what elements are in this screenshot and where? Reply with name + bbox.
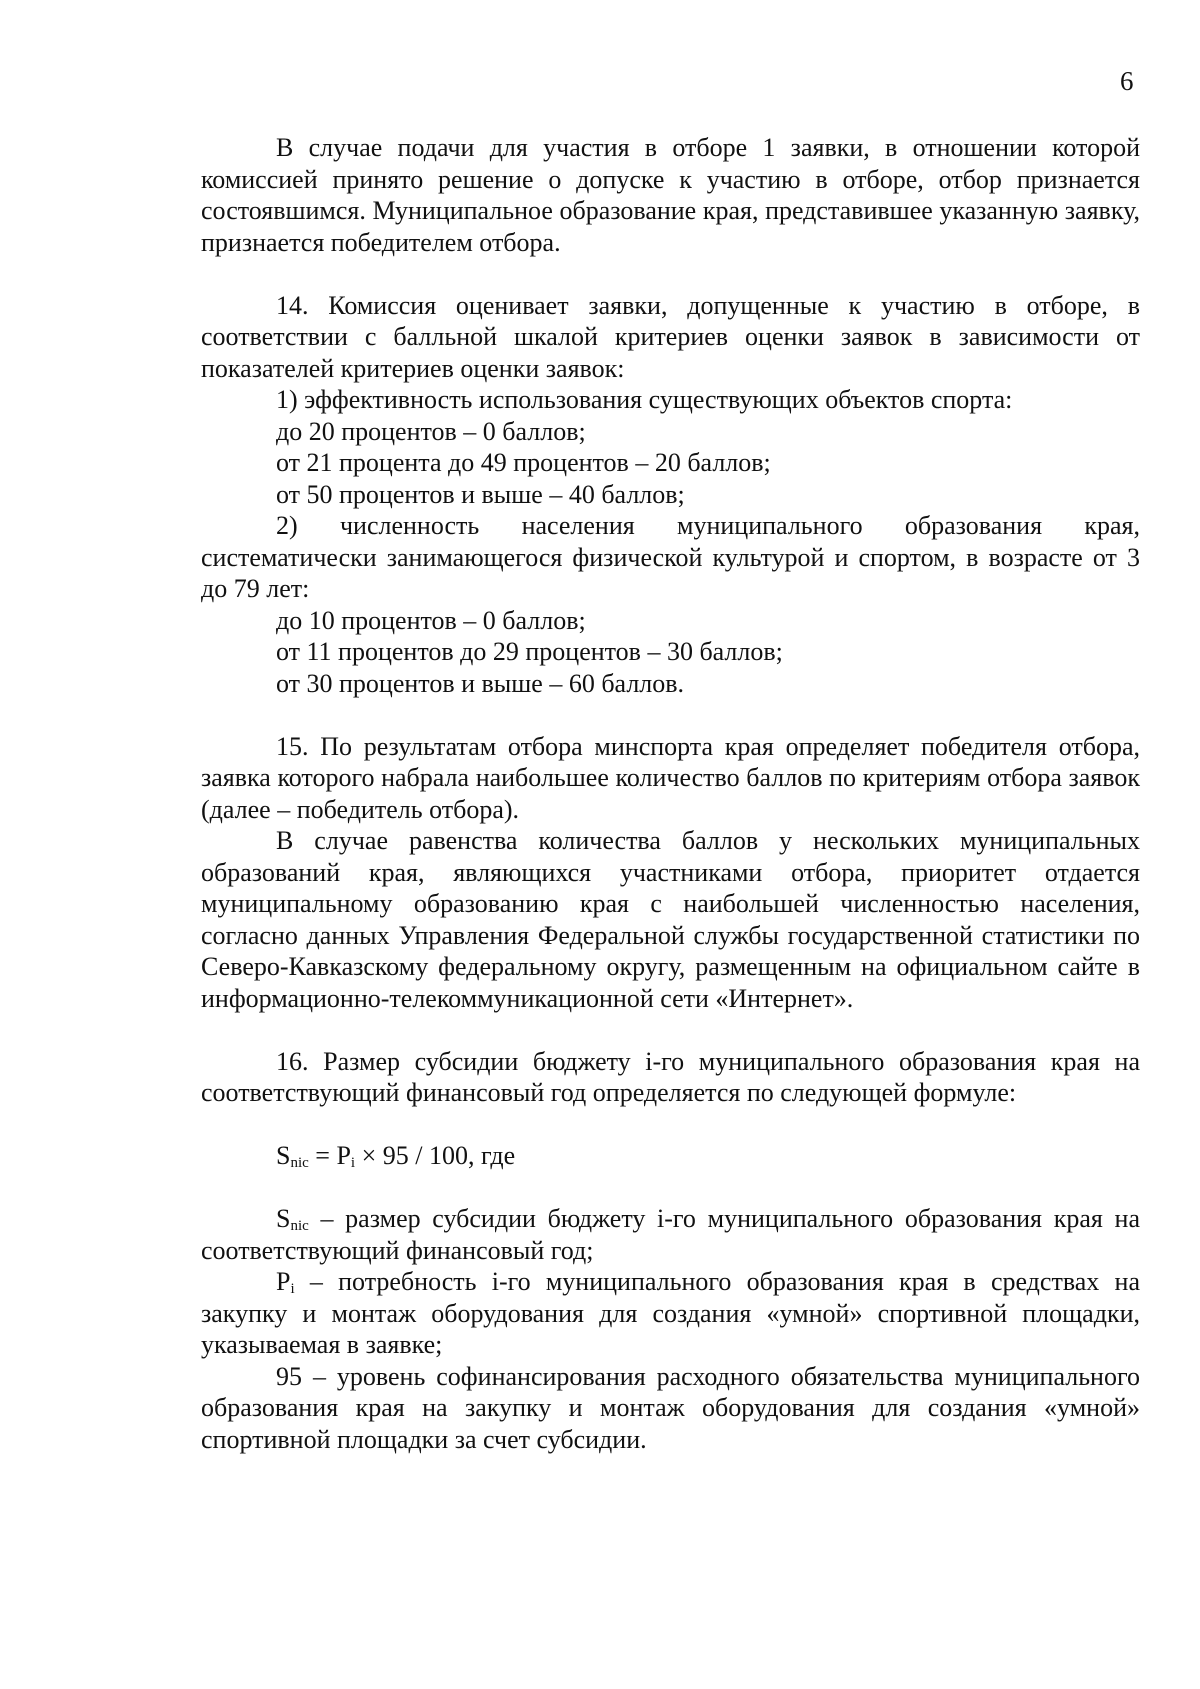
- definition-p-subscript: i: [290, 1281, 295, 1297]
- section-14-intro: 14. Комиссия оценивает заявки, допущенные к участию в отборе, в соответствии с балльной шкалой критериев оценки заявок в зависимости от показателей критериев оценки заявок:: [201, 290, 1140, 383]
- section-13-tail-paragraph: В случае подачи для участия в отборе 1 заявки, в отношении которой комиссией принято решение о допуске к участию в отборе, отбор признается состоявшимся. Муниципальное образование края, представившее указанную заявку, признается победителем отбора.: [201, 133, 1140, 257]
- definition-s-nic: [201, 1203, 1140, 1266]
- definition-95: 95 – уровень софинансирования расходного обязательства муниципального образования края на закупку и монтаж оборудования для создания «умной» спортивной площадки за счет субсидии.: [201, 1361, 1140, 1454]
- formula-s-subscript: nic: [290, 1155, 309, 1171]
- paragraph-spacer: [201, 258, 1140, 290]
- criterion-1-item: от 21 процента до 49 процентов – 20 баллов;: [276, 448, 771, 477]
- criterion-1-item: от 50 процентов и выше – 40 баллов;: [276, 479, 685, 509]
- section-15-paragraph-2: В случае равенства количества баллов у нескольких муниципальных образований края, являющихся участниками отбора, приоритет отдается муниципальному образованию края с наибольшей численностью населения, согласно данных Управления Федеральной службы государственной статистики по Северо-Кавказскому федеральному округу, размещенным на официальном сайте в информационно-телекоммуникационной сети «Интернет».: [201, 826, 1140, 1013]
- definition-p-symbol: P: [276, 1267, 291, 1296]
- section-15-paragraph-1: 15. По результатам отбора минспорта края определяет победителя отбора, заявка которого набрала наибольшее количество баллов по критериям отбора заявок (далее – победитель отбора).: [201, 731, 1140, 824]
- formula-rest: × 95 / 100, где: [355, 1141, 516, 1170]
- paragraph-spacer: [201, 1014, 1140, 1046]
- document-body: [201, 132, 1140, 1455]
- formula-s-symbol: S: [276, 1141, 291, 1170]
- criterion-2-item: до 10 процентов – 0 баллов;: [276, 605, 586, 635]
- criterion-2-title: 2) численность населения муниципального образования края, систематически занимающегося физической культурой и спортом, в возрасте от 3 до 79 лет:: [201, 511, 1140, 603]
- paragraph-spacer: [201, 1172, 1140, 1204]
- formula-p-subscript: i: [350, 1155, 356, 1171]
- paragraph-spacer: [201, 1109, 1140, 1141]
- paragraph-spacer: [201, 699, 1140, 731]
- formula-equals-p: = P: [308, 1141, 351, 1170]
- definition-s-subscript: nic: [290, 1218, 309, 1234]
- page-number: 6: [1120, 66, 1134, 96]
- definition-s-text: – размер субсидии бюджету i-го муниципального образования края на соответствующий финансовый год;: [201, 1204, 1140, 1265]
- subsidy-formula: [201, 1140, 1140, 1172]
- definition-p-text: – потребность i-го муниципального образования края в средствах на закупку и монтаж оборудования для создания «умной» спортивной площадки, указываемая в заявке;: [201, 1267, 1140, 1359]
- criterion-2-item: от 30 процентов и выше – 60 баллов.: [276, 668, 685, 698]
- criterion-1-item: до 20 процентов – 0 баллов;: [276, 416, 586, 446]
- definition-s-symbol: S: [276, 1204, 291, 1233]
- criterion-2-item: от 11 процентов до 29 процентов – 30 баллов;: [276, 637, 783, 666]
- definition-p-i: [201, 1266, 1140, 1361]
- criterion-1-title: 1) эффективность использования существующих объектов спорта:: [276, 385, 1013, 414]
- section-16-intro: 16. Размер субсидии бюджету i-го муниципального образования края на соответствующий финансовый год определяется по следующей формуле:: [201, 1046, 1140, 1107]
